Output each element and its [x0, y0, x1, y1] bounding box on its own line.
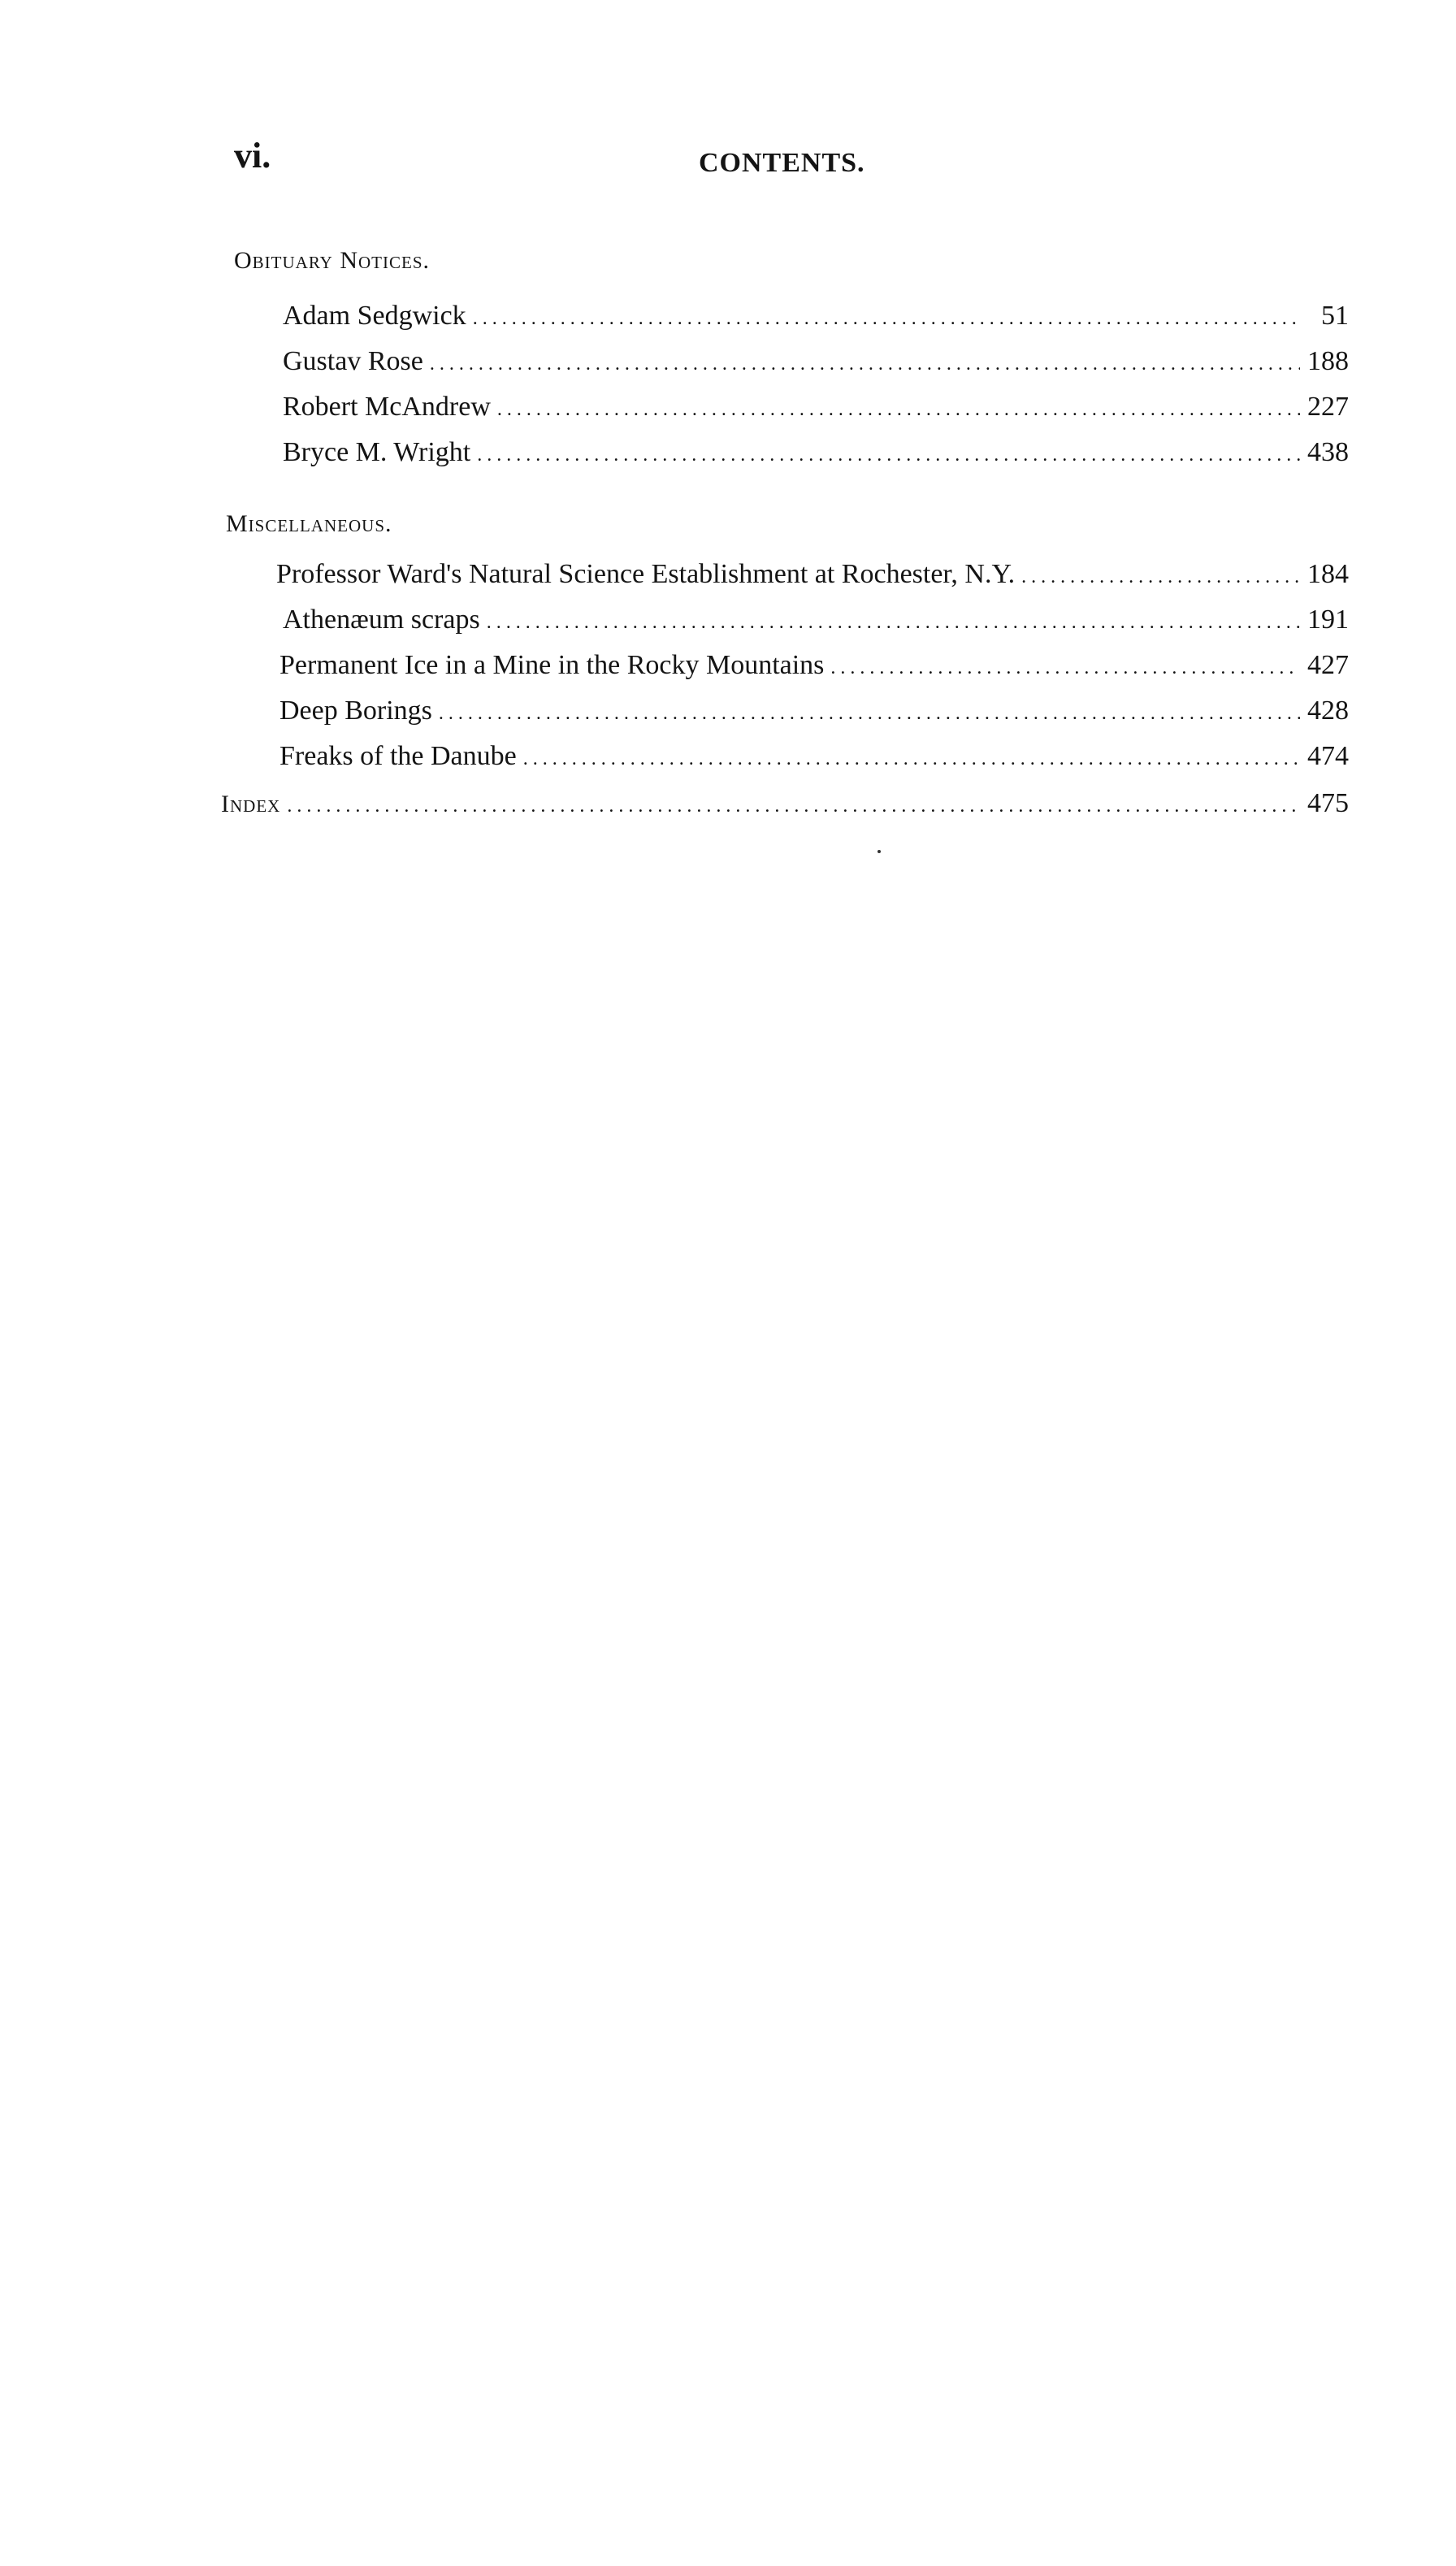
toc-entry-page: 427: [1307, 650, 1349, 680]
dot-leader: [430, 354, 1300, 374]
toc-entry-title: Robert McAndrew: [283, 392, 491, 422]
toc-entry: [283, 606, 1349, 634]
section-heading-miscellaneous: Miscellaneous.: [226, 510, 392, 537]
toc-entry-title: Adam Sedgwick: [283, 301, 466, 331]
ink-speck: [878, 850, 881, 853]
toc-entry-page: 428: [1307, 696, 1349, 726]
toc-entry-index: [221, 790, 1349, 817]
toc-entry-page: 191: [1307, 605, 1349, 635]
toc-entry: [283, 302, 1349, 330]
toc-entry-title: Freaks of the Danube: [280, 741, 517, 771]
toc-entry-title: Athenæum scraps: [283, 605, 480, 635]
dot-leader: [830, 658, 1300, 678]
dot-leader: [477, 445, 1300, 465]
dot-leader: [497, 400, 1300, 419]
toc-entry: [283, 439, 1349, 466]
dot-leader: [439, 704, 1300, 723]
toc-entry: [283, 348, 1349, 375]
index-title: Index: [221, 791, 281, 817]
dot-leader: [487, 613, 1300, 632]
toc-entry-title: Bryce M. Wright: [283, 437, 471, 467]
dot-leader: [523, 749, 1300, 769]
toc-entry: [283, 393, 1349, 421]
index-page: 475: [1307, 788, 1349, 818]
toc-entry-page: 438: [1307, 437, 1349, 467]
toc-entry: [280, 652, 1349, 679]
toc-entry-title: Professor Ward's Natural Science Establishment at Rochester, N.Y.: [276, 559, 1016, 589]
toc-entry-page: 188: [1307, 346, 1349, 376]
toc-entry: [276, 561, 1349, 588]
section-heading-obituary-notices: Obituary Notices.: [234, 247, 431, 274]
toc-entry: [280, 697, 1349, 725]
toc-entry-title: Gustav Rose: [283, 346, 423, 376]
toc-entry-page: 184: [1307, 559, 1349, 589]
toc-entry: [280, 743, 1349, 770]
toc-entry-page: 227: [1307, 392, 1349, 422]
dot-leader: [473, 309, 1300, 328]
dot-leader: [1021, 567, 1300, 587]
toc-entry-page: 474: [1307, 741, 1349, 771]
toc-entry-page: 51: [1321, 301, 1349, 331]
toc-entry-title: Deep Borings: [280, 696, 432, 726]
dot-leader: [287, 796, 1300, 816]
running-title: CONTENTS.: [699, 148, 865, 178]
page-number: vi.: [234, 136, 271, 176]
toc-entry-title: Permanent Ice in a Mine in the Rocky Mountains: [280, 650, 825, 680]
